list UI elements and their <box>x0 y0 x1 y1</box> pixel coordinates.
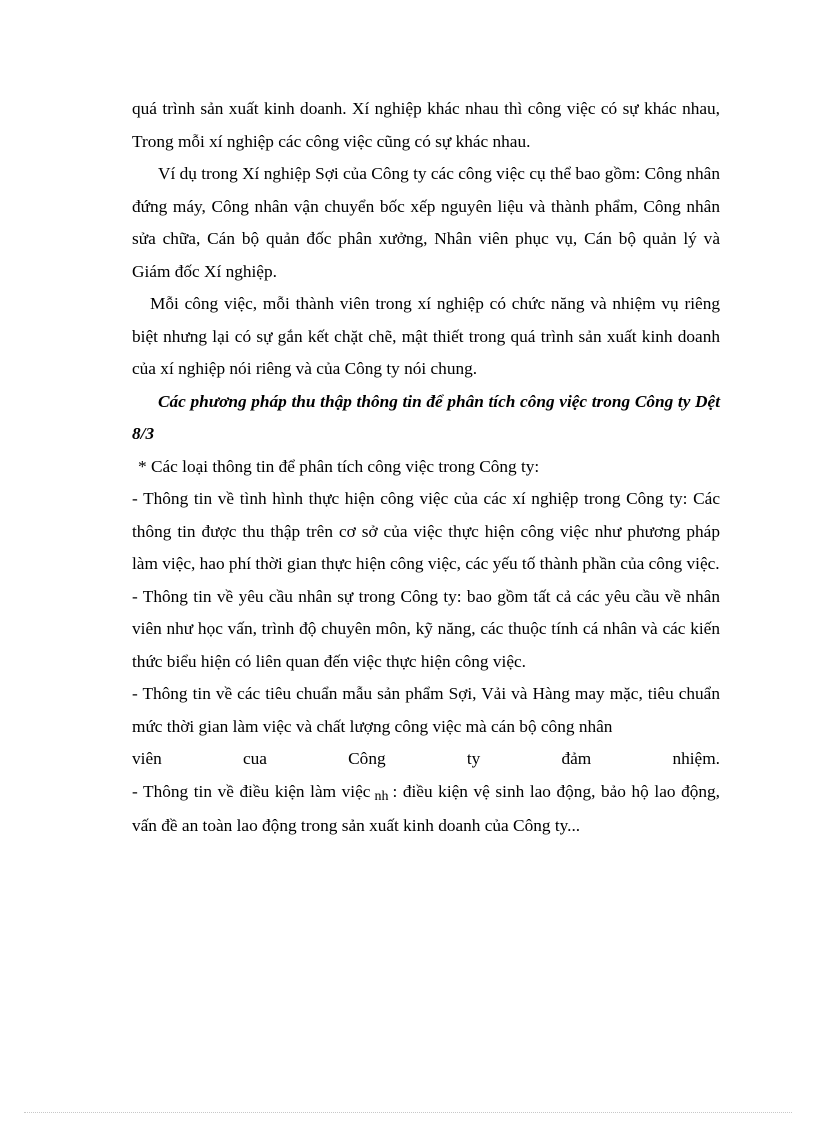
page-bottom-rule <box>24 1112 792 1113</box>
word: đảm <box>561 749 592 768</box>
bullet-item-3-last-line <box>132 743 720 776</box>
word: ty <box>466 749 481 768</box>
bullet-item-4-start: - Thông tin về điều kiện làm việc <box>132 781 371 801</box>
word: Công <box>348 749 386 768</box>
section-heading: Các phương pháp thu thập thông tin để phân tích công việc trong Công ty Dệt 8/3 <box>132 391 720 443</box>
paragraph-3: Mỗi công việc, mỗi thành viên trong xí nghiệp có chức năng và nhiệm vụ riêng biệt nhưng lại có sự gắn kết chặt chẽ, mật thiết trong quá trình sản xuất kinh doanh của xí nghiệp nói riêng và của Công ty nói chung. <box>132 294 720 378</box>
word: nhiệm. <box>672 749 720 768</box>
paragraph-1: quá trình sản xuất kinh doanh. Xí nghiệp khác nhau thì công việc có sự khác nhau, Trong mỗi xí nghiệp các công việc cũng có sự khác nhau. <box>132 99 720 151</box>
word: cua <box>242 749 267 768</box>
bullet-item-3 <box>132 678 720 776</box>
bullet-item-4 <box>132 776 720 843</box>
bullet-item-4-nh: nh <box>374 788 389 804</box>
bullet-item-2: - Thông tin về yêu cầu nhân sự trong Công ty: bao gồm tất cả các yêu cầu về nhân viên như học vấn, trình độ chuyên môn, kỹ năng, các thuộc tính cá nhân và các kiến thức biểu hiện có liên quan đến việc thực hiện công việc. <box>132 586 720 671</box>
document-body <box>132 93 720 843</box>
star-item: * Các loại thông tin để phân tích công việc trong Công ty: <box>138 456 540 476</box>
bullet-item-4-rest: : điều kiện vệ sinh lao động, bảo hộ lao động, vấn đề an toàn lao động trong sản xuất kinh doanh của Công ty... <box>132 781 720 835</box>
paragraph-2: Ví dụ trong Xí nghiệp Sợi của Công ty các công việc cụ thể bao gồm: Công nhân đứng máy, Công nhân vận chuyển bốc xếp nguyên liệu và thành phẩm, Công nhân sửa chữa, Cán bộ quản đốc phân xưởng, Nhân viên phục vụ, Cán bộ quản lý và Giám đốc Xí nghiệp. <box>132 164 720 281</box>
word: viên <box>132 749 162 768</box>
bullet-item-3-text: - Thông tin về các tiêu chuẩn mẫu sản phẩm Sợi, Vải và Hàng may mặc, tiêu chuẩn mức thời gian làm việc và chất lượng công việc mà cán bộ công nhân <box>132 684 720 736</box>
bullet-item-1: - Thông tin về tình hình thực hiện công việc của các xí nghiệp trong Công ty: Các thông tin được thu thập trên cơ sở của việc thực hiện công việc như phương pháp làm việc, hao phí thời gian thực hiện công việc, các yếu tố thành phần của công việc. <box>132 489 720 573</box>
